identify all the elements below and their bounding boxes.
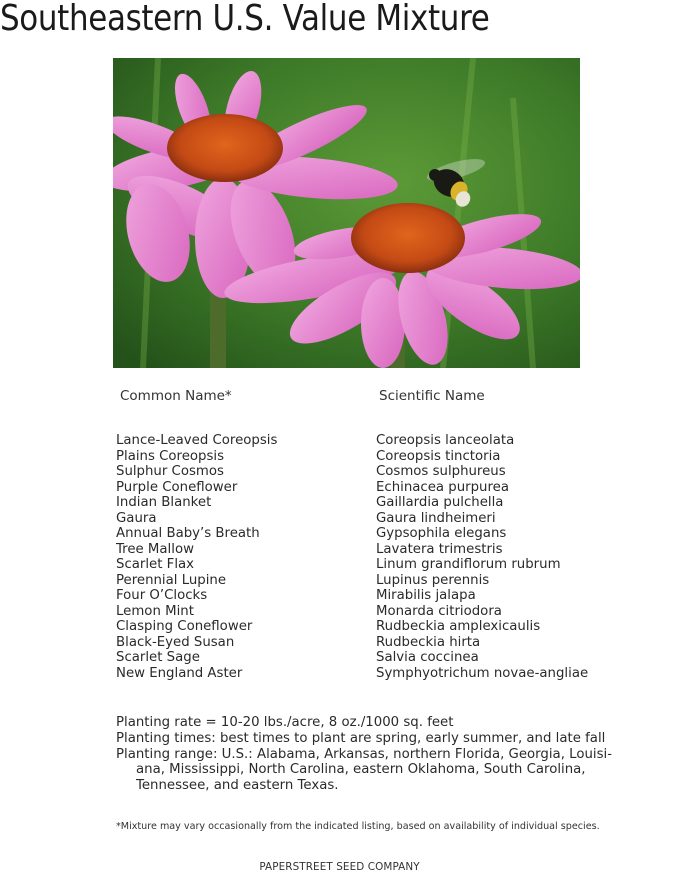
common-name-item: Sulphur Cosmos bbox=[116, 464, 224, 479]
scientific-name-item: Echinacea purpurea bbox=[376, 479, 509, 495]
planting-range-continued: Tennessee, and eastern Texas. bbox=[136, 778, 339, 794]
scientific-name-item: Mirabilis jalapa bbox=[376, 588, 476, 603]
page-title: Southeastern U.S. Value Mixture bbox=[0, 0, 490, 39]
common-name-item: Purple Coneflower bbox=[116, 479, 238, 495]
common-name-item: Gaura bbox=[116, 510, 157, 526]
scientific-name-item: Gaillardia pulchella bbox=[376, 495, 504, 510]
scientific-name-item: Salvia coccinea bbox=[376, 650, 479, 665]
planting-info bbox=[116, 715, 616, 794]
common-name-item: Four O’Clocks bbox=[116, 588, 208, 603]
planting-range: Planting range: U.S.: Alabama, Arkansas, northern Florida, Georgia, Louisi- bbox=[116, 746, 612, 762]
planting-rate: Planting rate = 10-20 lbs./acre, 8 oz./1000 sq. feet bbox=[116, 715, 454, 730]
common-name-header: Common Name* bbox=[120, 388, 232, 404]
scientific-name-item: Symphyotrichum novae-angliae bbox=[376, 665, 589, 681]
planting-times: Planting times: best times to plant are spring, early summer, and late fall bbox=[116, 730, 606, 746]
scientific-name-item: Rudbeckia amplexicaulis bbox=[376, 619, 541, 634]
mixture-footnote: *Mixture may vary occasionally from the indicated listing, based on availability of individual species. bbox=[116, 821, 600, 832]
common-name-item: Perennial Lupine bbox=[116, 572, 227, 588]
common-name-item: Lemon Mint bbox=[116, 603, 194, 619]
common-name-item: Black-Eyed Susan bbox=[116, 634, 235, 650]
common-name-item: Indian Blanket bbox=[116, 495, 212, 510]
scientific-name-item: Coreopsis tinctoria bbox=[376, 448, 501, 464]
scientific-name-item: Monarda citriodora bbox=[376, 603, 502, 619]
common-name-item: Annual Baby’s Breath bbox=[116, 526, 260, 541]
common-name-item: Clasping Coneflower bbox=[116, 619, 253, 634]
scientific-name-item: Linum grandiflorum rubrum bbox=[376, 557, 561, 572]
coneflower-photo-icon bbox=[113, 58, 580, 368]
scientific-name-header: Scientific Name bbox=[379, 388, 485, 404]
scientific-name-item: Rudbeckia hirta bbox=[376, 634, 481, 650]
common-name-item: New England Aster bbox=[116, 665, 243, 681]
common-name-list bbox=[116, 433, 277, 681]
scientific-name-item: Lavatera trimestris bbox=[376, 541, 503, 557]
scientific-name-item: Gypsophila elegans bbox=[376, 526, 507, 541]
scientific-name-item: Lupinus perennis bbox=[376, 572, 490, 588]
common-name-item: Plains Coreopsis bbox=[116, 448, 225, 464]
scientific-name-item: Cosmos sulphureus bbox=[376, 464, 506, 479]
company-name: PAPERSTREET SEED COMPANY bbox=[259, 861, 420, 873]
coneflower-bee-photo bbox=[113, 58, 580, 368]
common-name-item: Tree Mallow bbox=[116, 541, 194, 557]
common-name-item: Scarlet Sage bbox=[116, 650, 200, 665]
common-name-item: Scarlet Flax bbox=[116, 557, 195, 572]
scientific-name-list bbox=[376, 433, 588, 681]
scientific-name-item: Gaura lindheimeri bbox=[376, 510, 496, 526]
common-name-item: Lance-Leaved Coreopsis bbox=[116, 433, 278, 448]
planting-range-continued: ana, Mississippi, North Carolina, eastern Oklahoma, South Carolina, bbox=[136, 762, 586, 778]
scientific-name-item: Coreopsis lanceolata bbox=[376, 433, 515, 448]
